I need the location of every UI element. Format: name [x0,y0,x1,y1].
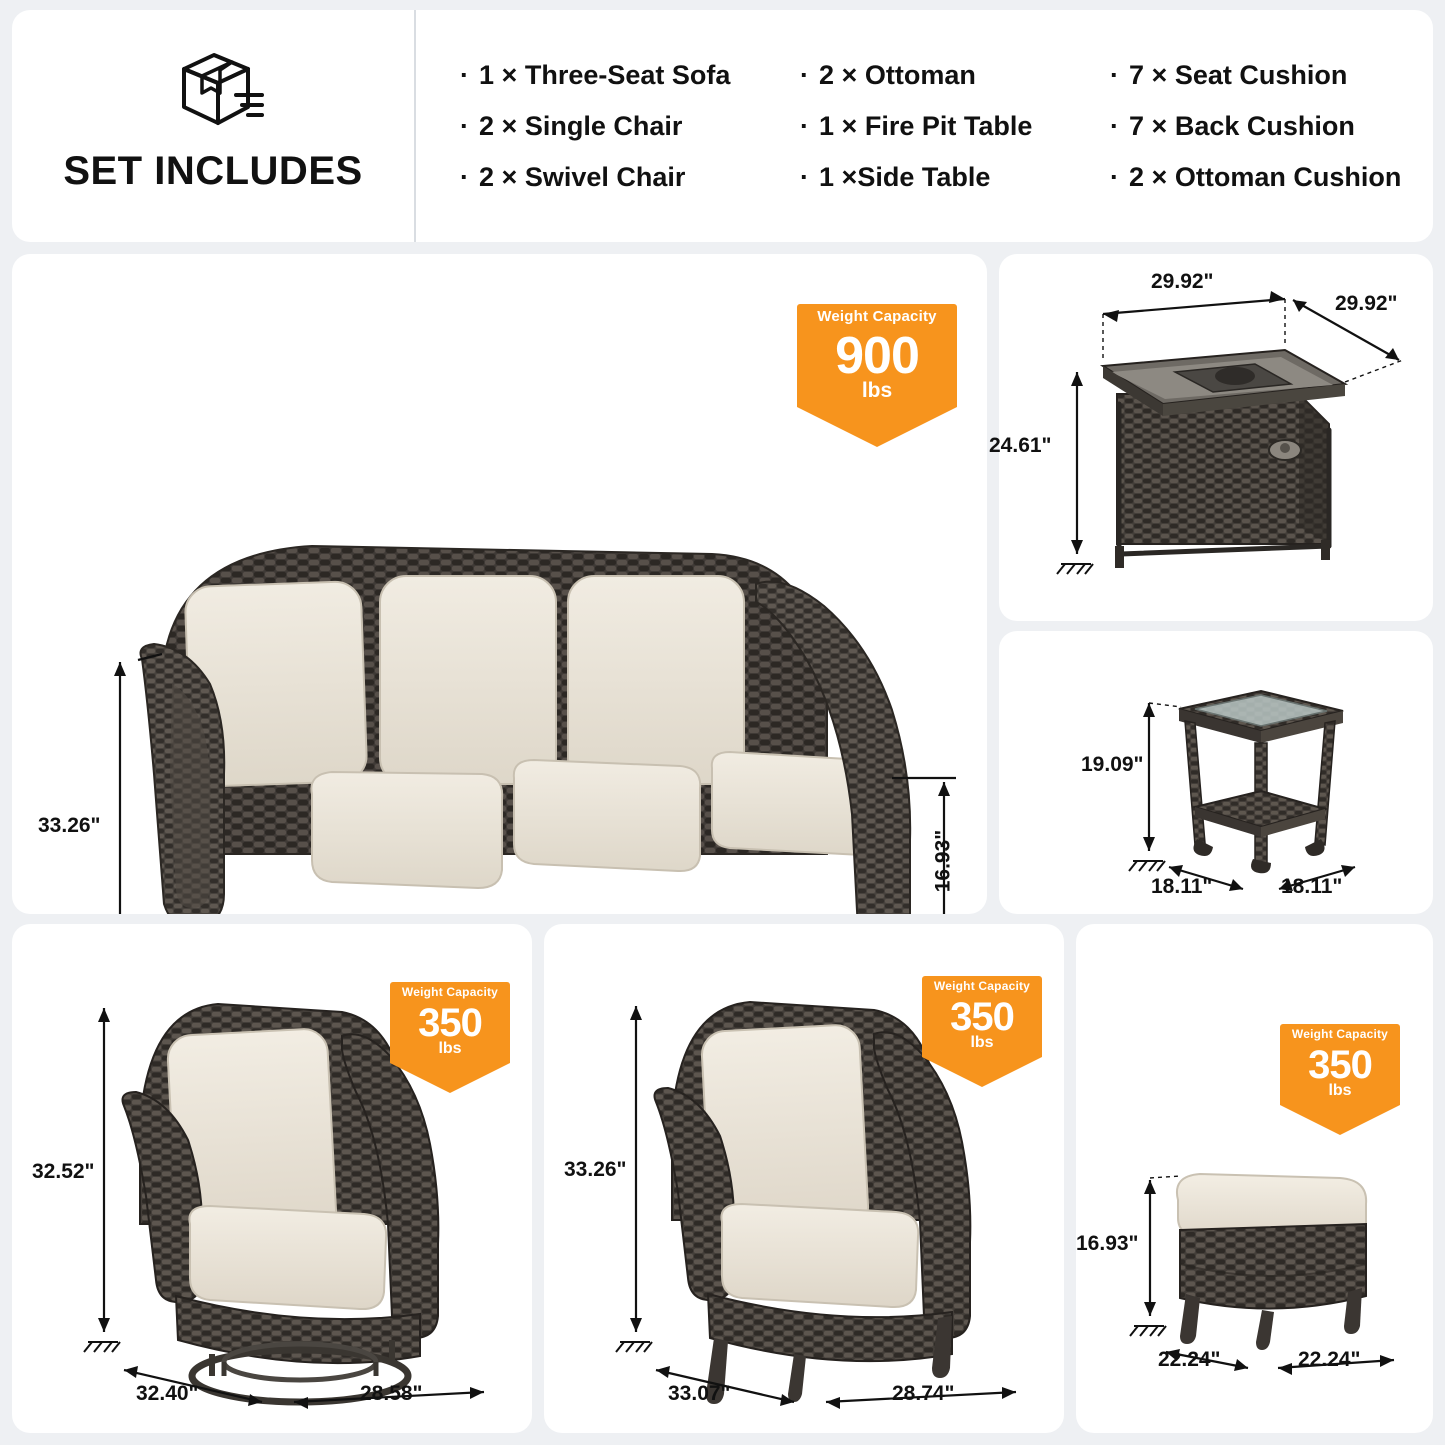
badge-capacity-unit: lbs [438,1040,462,1057]
single-chair-card [544,924,1064,1433]
badge-capacity-unit: lbs [1328,1082,1352,1099]
set-item-name: Ottoman Cushion [1174,161,1402,192]
set-item-sep: × [501,110,518,141]
set-item-name: Side Table [857,161,991,192]
swivel-width-label: 28.58" [360,1382,423,1405]
badge-capacity-unit: lbs [861,379,893,402]
set-item-sep: × [1151,110,1168,141]
set-item: · 2 × Ottoman Cushion [1110,161,1402,192]
badge-capacity-label: Weight Capacity [1280,1024,1400,1043]
sofa-height-label: 33.26" [38,814,101,837]
set-item-qty: 2 [819,59,835,90]
set-item-name: Single Chair [524,110,683,141]
ottoman-depth-label: 22.24" [1158,1348,1221,1371]
badge-arrow-icon [390,1063,510,1093]
fire-pit-table-card [989,254,1433,621]
badge-arrow-icon [797,407,957,447]
side-table-card [999,631,1433,914]
swivel-height-label: 32.52" [32,1160,95,1183]
set-item-sep: × [1151,161,1168,192]
ottoman-card [1076,924,1433,1433]
badge-capacity-label: Weight Capacity [797,304,957,328]
sofa-weight-badge [797,304,957,447]
set-item-sep: × [501,161,518,192]
set-item: · 2 × Single Chair [460,110,683,141]
set-item: · 2 × Swivel Chair [460,161,686,192]
badge-capacity-label: Weight Capacity [390,982,510,1001]
set-item-name: Fire Pit Table [864,110,1033,141]
set-item-sep: × [841,110,858,141]
set-item: · 1 × Fire Pit Table [800,110,1033,141]
sidetable-height-label: 19.09" [1081,753,1144,776]
set-item-name: Back Cushion [1174,110,1355,141]
set-item-name: Three-Seat Sofa [524,59,731,90]
set-item-qty: 7 [1129,110,1145,141]
firepit-top-side-label: 29.92" [1335,292,1398,315]
badge-arrow-icon [922,1057,1042,1087]
set-item-qty: 1 [479,59,495,90]
badge-capacity-value: 350 [418,1001,482,1045]
swivel-weight-badge [390,982,510,1093]
firepit-height-label: 24.61" [989,434,1052,457]
set-item-name: Seat Cushion [1174,59,1348,90]
badge-capacity-value: 350 [950,995,1014,1039]
set-item: · 2 × Ottoman [800,59,976,90]
ottoman-illustration [1076,924,1433,1433]
set-item-qty: 2 [479,110,495,141]
set-item-qty: 1 [819,110,835,141]
set-includes-list [416,60,1433,193]
sidetable-width-label: 18.11" [1281,875,1343,898]
ottoman-width-label: 22.24" [1298,1348,1361,1371]
sidetable-depth-label: 18.11" [1151,875,1213,898]
badge-capacity-value: 900 [835,327,919,385]
set-item-name: Ottoman [864,59,976,90]
swivel-depth-label: 32.40" [136,1382,199,1405]
chair-depth-label: 33.07" [668,1382,731,1405]
sofa-card [12,254,987,914]
firepit-top-front-label: 29.92" [1151,270,1214,293]
set-item-sep: × [841,59,858,90]
side-table-illustration [999,631,1433,914]
set-item-sep: × [841,161,858,192]
set-item-qty: 2 [1129,161,1145,192]
badge-capacity-unit: lbs [970,1034,994,1051]
set-includes-title: SET INCLUDES [63,148,363,193]
chair-width-label: 28.74" [892,1382,955,1405]
swivel-chair-card [12,924,532,1433]
sofa-seat-height-label: 16.93" [931,829,955,893]
set-item-name: Swivel Chair [524,161,686,192]
badge-arrow-icon [1280,1105,1400,1135]
set-item-sep: × [501,59,518,90]
set-includes-card [12,10,1433,242]
set-item-sep: × [1151,59,1168,90]
set-item-qty: 1 [819,161,835,192]
badge-capacity-value: 350 [1308,1043,1372,1087]
set-item: · 7 × Back Cushion [1110,110,1355,141]
chair-weight-badge [922,976,1042,1087]
set-item: · 7 × Seat Cushion [1110,59,1348,90]
ottoman-weight-badge [1280,1024,1400,1135]
chair-height-label: 33.26" [564,1158,627,1181]
ottoman-height-label: 16.93" [1076,1232,1139,1255]
package-box-icon [170,49,266,135]
set-item: · 1 ×Side Table [800,161,991,192]
set-item-qty: 7 [1129,59,1145,90]
set-includes-title-block [12,10,416,242]
set-item: · 1 × Three-Seat Sofa [460,59,731,90]
badge-capacity-label: Weight Capacity [922,976,1042,995]
set-item-qty: 2 [479,161,495,192]
